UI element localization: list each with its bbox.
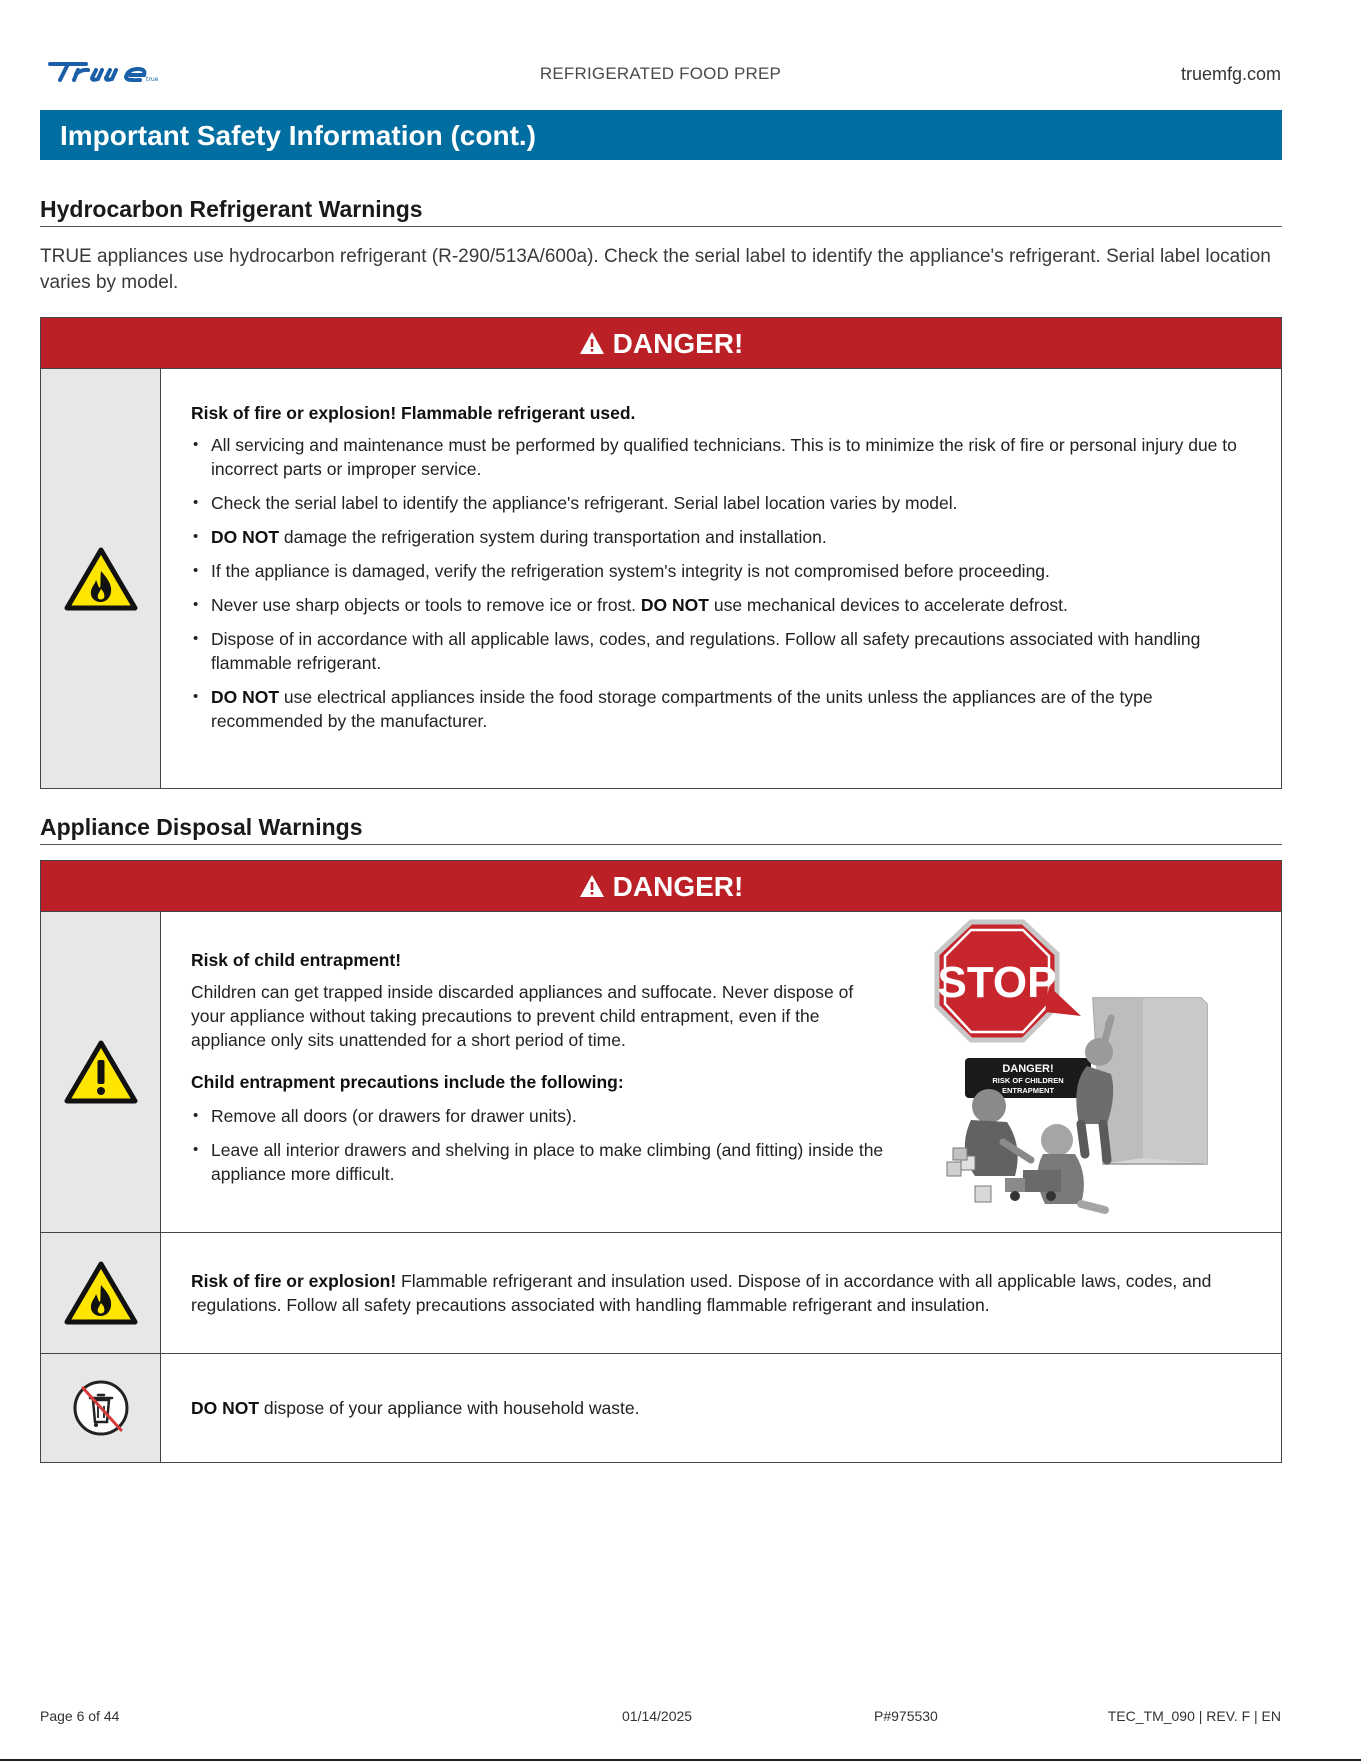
warning-triangle-icon	[579, 874, 605, 898]
stop-sign-text: STOP	[937, 958, 1057, 1007]
danger-text	[161, 369, 1281, 788]
footer-date: 01/14/2025	[622, 1708, 693, 1724]
danger-row-fire	[41, 1232, 1281, 1353]
danger-banner	[41, 861, 1281, 912]
icon-cell	[41, 369, 161, 788]
list-item: • Dispose of in accordance with all applicable laws, codes, and regulations. Follow all safety precautions associated with handling flammable refrigerant.	[191, 627, 1251, 675]
footer-part-number: P#975530	[874, 1708, 938, 1724]
danger-text	[161, 1233, 1281, 1353]
footer-page-number: Page 6 of 44	[40, 1708, 120, 1724]
fire-risk-lead: Risk of fire or explosion!	[191, 1271, 397, 1291]
precaution-bullets	[191, 1104, 891, 1186]
icon-cell	[41, 1233, 161, 1353]
footer-doc-id: TEC_TM_090 | REV. F | EN	[1107, 1708, 1281, 1724]
hydrocarbon-intro: TRUE appliances use hydrocarbon refrigerant (R-290/513A/600a). Check the serial label to identify the appliance's refrigerant. Serial label location varies by model.	[40, 246, 1271, 293]
no-household-waste-icon	[71, 1378, 131, 1438]
flammable-warning-icon	[64, 547, 138, 611]
illustration-label-line1: DANGER!	[1002, 1063, 1054, 1075]
waste-lead: DO NOT	[191, 1398, 260, 1418]
list-item: • Leave all interior drawers and shelving in place to make climbing (and fitting) inside the appliance more difficult.	[191, 1138, 891, 1186]
precautions-lead: Child entrapment precautions include the following:	[191, 1072, 624, 1092]
section-heading-hydrocarbon: Hydrocarbon Refrigerant Warnings	[40, 196, 1282, 227]
flammable-warning-icon	[64, 1261, 138, 1325]
danger-table-disposal	[40, 860, 1282, 1463]
danger-row-child-entrapment	[41, 912, 1281, 1232]
child-entrapment-paragraph: Children can get trapped inside discarded appliances and suffocate. Never dispose of your appliance without taking precautions to prevent child entrapment, even if the appliance only sits unattended for a short period of time.	[191, 982, 854, 1050]
list-item: • Remove all doors (or drawers for drawer units).	[191, 1104, 891, 1128]
danger-label: DANGER!	[612, 328, 744, 359]
danger-table-hydrocarbon	[40, 317, 1282, 789]
list-item: • Check the serial label to identify the appliance's refrigerant. Serial label location varies by model.	[191, 491, 1251, 515]
icon-cell	[41, 1354, 161, 1462]
child-entrapment-illustration	[931, 914, 1221, 1230]
danger-row	[41, 369, 1281, 788]
page-title: Important Safety Information (cont.)	[60, 120, 536, 151]
list-item: • DO NOT use electrical appliances inside the food storage compartments of the units unless the appliances are of the type recommended by the manufacturer.	[191, 685, 1251, 733]
page-title-bar	[40, 110, 1282, 160]
danger-row-waste	[41, 1353, 1281, 1462]
exclamation-warning-icon	[64, 1040, 138, 1104]
list-item: • DO NOT damage the refrigeration system during transportation and installation.	[191, 525, 1251, 549]
hydrocarbon-bullets	[191, 433, 1251, 733]
list-item: • Never use sharp objects or tools to remove ice or frost. DO NOT use mechanical devices to accelerate defrost.	[191, 593, 1251, 617]
icon-cell	[41, 912, 161, 1232]
danger-lead: Risk of child entrapment!	[191, 950, 402, 970]
danger-text	[161, 912, 1281, 1232]
danger-text	[161, 1354, 1281, 1462]
logo-wordmark: true	[146, 76, 159, 82]
list-item: • All servicing and maintenance must be performed by qualified technicians. This is to minimize the risk of fire or personal injury due to incorrect parts or improper service.	[191, 433, 1251, 481]
header-section-title: REFRIGERATED FOOD PREP	[539, 64, 782, 83]
danger-banner	[41, 318, 1281, 369]
warning-triangle-icon	[579, 331, 605, 355]
waste-text: dispose of your appliance with household waste.	[259, 1398, 640, 1418]
danger-label: DANGER!	[612, 871, 744, 902]
illustration-label-line3: ENTRAPMENT	[1001, 1086, 1055, 1095]
fire-risk-text: Flammable refrigerant and insulation used. Dispose of in accordance with all applicable laws, codes, and regulations. Follow all safety precautions associated with handling flammable refrigerant and insulation.	[191, 1271, 1212, 1315]
section-heading-disposal: Appliance Disposal Warnings	[40, 814, 1282, 845]
header-website[interactable]: truemfg.com	[1180, 64, 1281, 84]
list-item: • If the appliance is damaged, verify the refrigeration system's integrity is not compromised before proceeding.	[191, 559, 1251, 583]
illustration-label-line2: RISK OF CHILDREN	[992, 1076, 1064, 1085]
danger-lead: Risk of fire or explosion! Flammable refrigerant used.	[191, 403, 636, 423]
